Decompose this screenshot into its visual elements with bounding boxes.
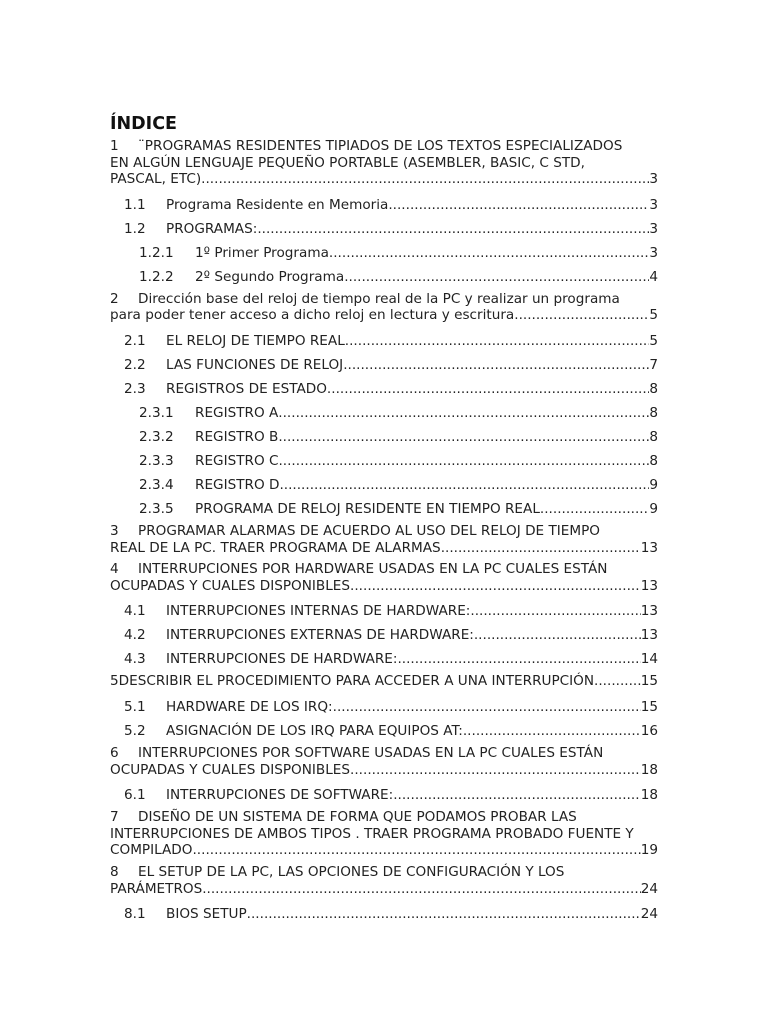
toc-page-number: 24 xyxy=(640,906,658,923)
toc-entry-label: REGISTRO D xyxy=(195,476,280,493)
toc-dot-leader xyxy=(201,171,649,188)
toc-entry-label: EN ALGÚN LENGUAJE PEQUEÑO PORTABLE (ASEMBLER, BASIC, C STD, xyxy=(110,154,585,171)
toc-entry-number: 2.3.5 xyxy=(139,500,174,517)
toc-entry-label: REGISTRO C xyxy=(195,452,279,469)
toc-dot-leader xyxy=(598,673,640,690)
toc-entry-number: 3 xyxy=(110,522,119,539)
toc-entry-line xyxy=(110,138,658,155)
toc-entry-subsubsection[interactable] xyxy=(110,265,658,289)
toc-dot-leader xyxy=(345,329,650,353)
toc-entry-label: HARDWARE DE LOS IRQ: xyxy=(166,698,333,715)
toc-dot-leader xyxy=(519,307,650,324)
toc-entry-number: 2.3.2 xyxy=(139,428,174,445)
toc-entry-number: 1.1 xyxy=(124,196,146,213)
toc-page-number: 16 xyxy=(640,722,658,739)
toc-entry-number: 2 xyxy=(110,290,119,307)
toc-entry-line xyxy=(110,523,658,540)
toc-entry-label: COMPILADO xyxy=(110,842,193,859)
toc-page-number: 24 xyxy=(640,880,658,897)
toc-entry-label: DISEÑO DE UN SISTEMA DE FORMA QUE PODAMOS PROBAR LAS xyxy=(138,809,577,826)
toc-entry-label: para poder tener acceso a dicho reloj en lectura y escritura. xyxy=(110,307,519,324)
toc-entry-label: PARÁMETROS xyxy=(110,880,203,897)
toc-entry-number: 2.3.4 xyxy=(139,476,174,493)
toc-page-number: 18 xyxy=(640,787,658,804)
toc-page-number: 3 xyxy=(649,244,658,261)
toc-dot-leader xyxy=(327,377,649,401)
toc-entry-number: 5.2 xyxy=(124,722,146,739)
toc-entry-label: Programa Residente en Memoria xyxy=(166,196,389,213)
toc-page-number: 13 xyxy=(640,539,658,556)
toc-entry-section[interactable] xyxy=(110,353,658,377)
toc-entry-line xyxy=(110,673,658,690)
toc-page-number: 5 xyxy=(649,332,658,349)
toc-dot-leader xyxy=(350,762,641,779)
toc-entry-number: 2.3.1 xyxy=(139,404,174,421)
toc-entry-line xyxy=(110,561,658,578)
toc-entry-section[interactable] xyxy=(110,902,658,926)
table-of-contents xyxy=(110,138,658,926)
toc-dot-leader xyxy=(397,647,640,671)
toc-entry-label: DESCRIBIR EL PROCEDIMIENTO PARA ACCEDER A UNA INTERRUPCIÓN. xyxy=(118,673,599,690)
toc-dot-leader xyxy=(343,353,649,377)
toc-entry-number: 6.1 xyxy=(124,787,146,804)
toc-entry-label: INTERRUPCIONES INTERNAS DE HARDWARE: xyxy=(166,603,471,620)
toc-entry-line xyxy=(110,171,658,188)
toc-entry-label: INTERRUPCIONES POR HARDWARE USADAS EN LA PC CUALES ESTÁN xyxy=(138,561,608,578)
toc-entry-label: PROGRAMA DE RELOJ RESIDENTE EN TIEMPO REAL xyxy=(195,500,540,517)
toc-dot-leader xyxy=(257,217,649,241)
toc-entry-number: 4.2 xyxy=(124,627,146,644)
toc-entry-line xyxy=(110,155,658,172)
toc-entry-chapter[interactable] xyxy=(110,809,658,859)
toc-dot-leader xyxy=(393,783,640,807)
toc-dot-leader xyxy=(279,473,649,497)
toc-entry-chapter[interactable] xyxy=(110,745,658,778)
toc-entry-subsubsection[interactable] xyxy=(110,241,658,265)
toc-page-number: 19 xyxy=(640,842,658,859)
toc-entry-label: REGISTRO A xyxy=(195,404,279,421)
toc-entry-line xyxy=(110,578,658,595)
toc-entry-label: EL RELOJ DE TIEMPO REAL xyxy=(166,332,345,349)
toc-entry-chapter[interactable] xyxy=(110,138,658,188)
toc-dot-leader xyxy=(441,540,641,557)
toc-dot-leader xyxy=(344,265,649,289)
toc-dot-leader xyxy=(540,497,649,521)
toc-entry-label: REGISTRO B xyxy=(195,428,279,445)
toc-page-number: 8 xyxy=(649,380,658,397)
toc-entry-label: LAS FUNCIONES DE RELOJ xyxy=(166,356,344,373)
toc-dot-leader xyxy=(463,719,641,743)
toc-entry-line xyxy=(110,307,658,324)
toc-entry-label: INTERRUPCIONES DE AMBOS TIPOS . TRAER PROGRAMA PROBADO FUENTE Y xyxy=(110,825,634,842)
toc-entry-section[interactable] xyxy=(110,377,658,401)
toc-entry-line xyxy=(110,745,658,762)
toc-entry-section[interactable] xyxy=(110,695,658,719)
toc-entry-label: Dirección base del reloj de tiempo real de la PC y realizar un programa xyxy=(138,290,620,307)
toc-entry-number: 5.1 xyxy=(124,698,146,715)
toc-entry-label: 1º Primer Programa xyxy=(195,244,329,261)
toc-entry-section[interactable] xyxy=(110,193,658,217)
toc-entry-label: REGISTROS DE ESTADO xyxy=(166,380,327,397)
toc-entry-line xyxy=(110,826,658,843)
toc-entry-section[interactable] xyxy=(110,783,658,807)
toc-entry-chapter[interactable] xyxy=(110,523,658,556)
toc-entry-line xyxy=(110,881,658,898)
index-title: ÍNDICE xyxy=(110,114,177,134)
toc-entry-line xyxy=(110,762,658,779)
toc-entry-number: 1.2.2 xyxy=(139,268,174,285)
toc-entry-number: 7 xyxy=(110,809,119,826)
toc-entry-label: PROGRAMAR ALARMAS DE ACUERDO AL USO DEL RELOJ DE TIEMPO xyxy=(138,522,600,539)
toc-entry-label: 2º Segundo Programa xyxy=(195,268,345,285)
toc-entry-number: 4.1 xyxy=(124,603,146,620)
toc-entry-chapter[interactable] xyxy=(110,864,658,897)
toc-dot-leader xyxy=(333,695,641,719)
toc-page-number: 13 xyxy=(640,627,658,644)
toc-entry-label: INTERRUPCIONES DE SOFTWARE: xyxy=(166,787,394,804)
toc-entry-label: EL SETUP DE LA PC, LAS OPCIONES DE CONFIGURACIÓN Y LOS xyxy=(138,863,565,880)
toc-entry-label: INTERRUPCIONES POR SOFTWARE USADAS EN LA PC CUALES ESTÁN xyxy=(138,744,604,761)
toc-page-number: 3 xyxy=(649,196,658,213)
toc-page-number: 7 xyxy=(649,356,658,373)
toc-entry-number: 1.2 xyxy=(124,220,146,237)
toc-entry-line xyxy=(110,864,658,881)
toc-entry-number: 1.2.1 xyxy=(139,244,174,261)
toc-dot-leader xyxy=(202,881,640,898)
toc-entry-line xyxy=(110,291,658,308)
toc-entry-label: INTERRUPCIONES EXTERNAS DE HARDWARE: xyxy=(166,627,474,644)
toc-entry-section[interactable] xyxy=(110,329,658,353)
toc-page-number: 8 xyxy=(649,404,658,421)
toc-entry-chapter[interactable] xyxy=(110,291,658,324)
toc-dot-leader xyxy=(247,902,641,926)
toc-dot-leader xyxy=(474,623,641,647)
toc-entry-section[interactable] xyxy=(110,599,658,623)
toc-dot-leader xyxy=(278,401,649,425)
toc-page-number: 3 xyxy=(649,171,658,188)
toc-page-number: 5 xyxy=(649,307,658,324)
toc-entry-section[interactable] xyxy=(110,623,658,647)
toc-entry-label: OCUPADAS Y CUALES DISPONIBLES xyxy=(110,577,351,594)
toc-dot-leader xyxy=(278,449,649,473)
toc-entry-number: 1 xyxy=(110,138,119,154)
toc-entry-label: OCUPADAS Y CUALES DISPONIBLES xyxy=(110,761,351,778)
toc-dot-leader xyxy=(329,241,649,265)
toc-entry-number: 8 xyxy=(110,863,119,880)
toc-page-number: 15 xyxy=(640,698,658,715)
toc-entry-number: 5 xyxy=(110,673,119,690)
toc-entry-number: 2.3 xyxy=(124,380,146,397)
toc-page-number: 9 xyxy=(649,500,658,517)
toc-entry-line xyxy=(110,809,658,826)
toc-entry-label: ¨PROGRAMAS RESIDENTES TIPIADOS DE LOS TEXTOS ESPECIALIZADOS xyxy=(138,138,623,154)
toc-entry-subsubsection[interactable] xyxy=(110,497,658,521)
toc-entry-number: 2.2 xyxy=(124,356,146,373)
toc-entry-label: BIOS SETUP xyxy=(166,906,247,923)
toc-entry-label: REAL DE LA PC. TRAER PROGRAMA DE ALARMAS xyxy=(110,539,441,556)
toc-entry-number: 6 xyxy=(110,744,119,761)
toc-page-number: 4 xyxy=(649,268,658,285)
toc-entry-label: INTERRUPCIONES DE HARDWARE: xyxy=(166,651,398,668)
toc-entry-number: 2.3.3 xyxy=(139,452,174,469)
toc-entry-line xyxy=(110,842,658,859)
toc-entry-subsubsection[interactable] xyxy=(110,449,658,473)
toc-page-number: 8 xyxy=(649,428,658,445)
toc-entry-line xyxy=(110,540,658,557)
toc-dot-leader xyxy=(350,578,641,595)
toc-entry-section[interactable] xyxy=(110,217,658,241)
toc-page-number: 8 xyxy=(649,452,658,469)
toc-dot-leader xyxy=(388,193,649,217)
toc-page-number: 9 xyxy=(649,476,658,493)
toc-entry-label: PROGRAMAS: xyxy=(166,220,258,237)
toc-entry-subsubsection[interactable] xyxy=(110,473,658,497)
toc-page-number: 18 xyxy=(640,761,658,778)
toc-dot-leader xyxy=(278,425,649,449)
toc-entry-number: 4 xyxy=(110,561,119,578)
toc-page-number: 15 xyxy=(640,673,658,690)
toc-entry-label: PASCAL, ETC) xyxy=(110,171,202,188)
toc-page-number: 14 xyxy=(640,651,658,668)
toc-entry-section[interactable] xyxy=(110,719,658,743)
toc-entry-label: ASIGNACIÓN DE LOS IRQ PARA EQUIPOS AT: xyxy=(166,722,463,739)
toc-page-number: 13 xyxy=(640,603,658,620)
toc-entry-subsubsection[interactable] xyxy=(110,425,658,449)
toc-page-number: 3 xyxy=(649,220,658,237)
toc-entry-chapter[interactable] xyxy=(110,673,658,690)
toc-entry-subsubsection[interactable] xyxy=(110,401,658,425)
toc-entry-section[interactable] xyxy=(110,647,658,671)
toc-dot-leader xyxy=(192,842,640,859)
toc-entry-number: 8.1 xyxy=(124,906,146,923)
toc-page-number: 13 xyxy=(640,577,658,594)
toc-entry-number: 2.1 xyxy=(124,332,146,349)
document-page xyxy=(110,114,658,926)
toc-entry-chapter[interactable] xyxy=(110,561,658,594)
toc-entry-number: 4.3 xyxy=(124,651,146,668)
toc-dot-leader xyxy=(470,599,640,623)
